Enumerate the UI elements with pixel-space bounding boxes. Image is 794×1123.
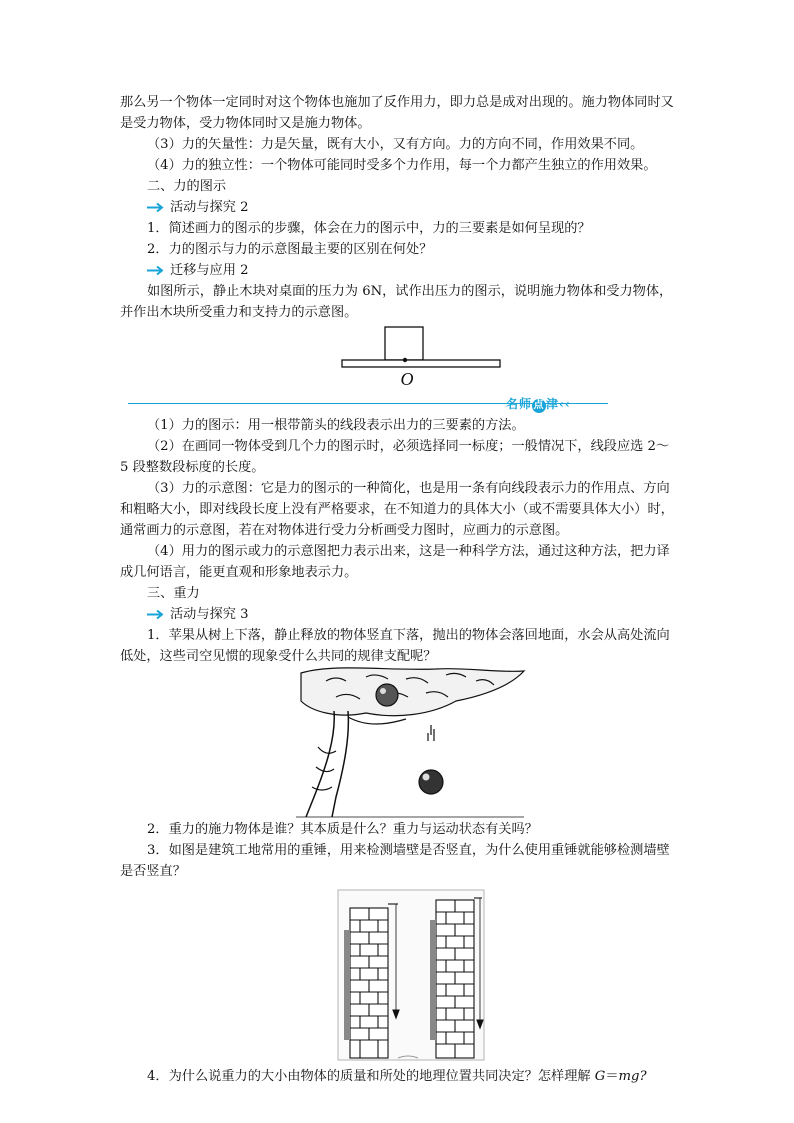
question: 3．如图是建筑工地常用的重锤，用来检测墙壁是否竖直，为什么使用重锤就能够检测墙壁是否竖直？ bbox=[120, 843, 670, 879]
activity-label bbox=[147, 604, 675, 625]
tips-divider bbox=[120, 393, 675, 413]
section-heading: 二、力的图示 bbox=[147, 179, 227, 194]
chevrons-icon: ‹‹ bbox=[559, 397, 571, 411]
block-diagram bbox=[120, 323, 675, 389]
formula-g: G bbox=[594, 1069, 606, 1084]
question: 1．简述画力的图示的步骤，体会在力的图示中，力的三要素是如何呈现的？ bbox=[147, 221, 591, 236]
document-page bbox=[120, 92, 675, 1087]
paragraph: （3）力的示意图：它是力的图示的一种简化，也是用一条有向线段表示力的作用点、方向和粗略大小，即对线段长度上没有严格要求，在不知道力的具体大小（或不需要具体大小）时，通常画力的示意图，若在对物体进行受力分析画受力图时，应画力的示意图。 bbox=[120, 481, 674, 538]
badge-tail: 津 bbox=[546, 397, 560, 411]
arrow-icon bbox=[147, 265, 166, 276]
activity-title: 活动与探究 3 bbox=[170, 607, 249, 622]
brick-walls-illustration bbox=[120, 882, 675, 1066]
activity-title: 活动与探究 2 bbox=[170, 200, 249, 215]
activity-label bbox=[147, 197, 675, 218]
paragraph: （4）力的独立性：一个物体可能同时受多个力作用，每一个力都产生独立的作用效果。 bbox=[147, 158, 657, 173]
formula-mg: mg bbox=[618, 1069, 640, 1084]
tips-badge bbox=[506, 394, 571, 415]
paragraph: 那么另一个物体一定同时对这个物体也施加了反作用力，即力总是成对出现的。施力物体同时又是受力物体，受力物体同时又是施力物体。 bbox=[120, 95, 674, 131]
badge-text: 名师 bbox=[506, 397, 533, 411]
plumb-bob-walls-figure bbox=[120, 882, 675, 1066]
arrow-icon bbox=[147, 202, 166, 213]
question: 1．苹果从树上下落，静止释放的物体竖直下落，抛出的物体会落回地面，水会从高处流向低处，这些司空见惯的现象受什么共同的规律支配呢？ bbox=[120, 628, 670, 664]
question: 2．重力的施力物体是谁？其本质是什么？重力与运动状态有关吗？ bbox=[147, 822, 538, 837]
application-title: 迁移与应用 2 bbox=[170, 263, 249, 278]
apple-tree-illustration bbox=[120, 667, 675, 819]
paragraph: （1）力的图示：用一根带箭头的线段表示出力的三要素的方法。 bbox=[147, 418, 525, 433]
paragraph: （2）在画同一物体受到几个力的图示时，必须选择同一标度；一般情况下，线段应选 2～5 段整数段标度的长度。 bbox=[120, 439, 670, 475]
paragraph: 如图所示，静止木块对桌面的压力为 6N，试作出压力的图示，说明施力物体和受力物体，并作出木块所受重力和支持力的示意图。 bbox=[120, 284, 673, 320]
point-o-label: O bbox=[400, 369, 414, 389]
question-mark: ? bbox=[639, 1069, 647, 1084]
section-heading: 三、重力 bbox=[147, 586, 200, 601]
badge-circle: 点 bbox=[533, 400, 545, 411]
question: 2．力的图示与力的示意图最主要的区别在何处？ bbox=[147, 242, 433, 257]
question-text: 4．为什么说重力的大小由物体的质量和所处的地理位置共同决定？怎样理解 bbox=[147, 1069, 595, 1084]
question bbox=[120, 1066, 675, 1087]
paragraph: （3）力的矢量性：力是矢量，既有大小，又有方向。力的方向不同，作用效果不同。 bbox=[147, 137, 644, 152]
application-label bbox=[147, 260, 675, 281]
apple-tree-figure bbox=[120, 667, 675, 819]
arrow-icon bbox=[147, 609, 166, 620]
formula-eq: ＝ bbox=[605, 1069, 619, 1084]
block-on-table-figure bbox=[120, 323, 675, 389]
paragraph: （4）用力的图示或力的示意图把力表示出来，这是一种科学方法，通过这种方法，把力译成几何语言，能更直观和形象地表示力。 bbox=[120, 544, 670, 580]
